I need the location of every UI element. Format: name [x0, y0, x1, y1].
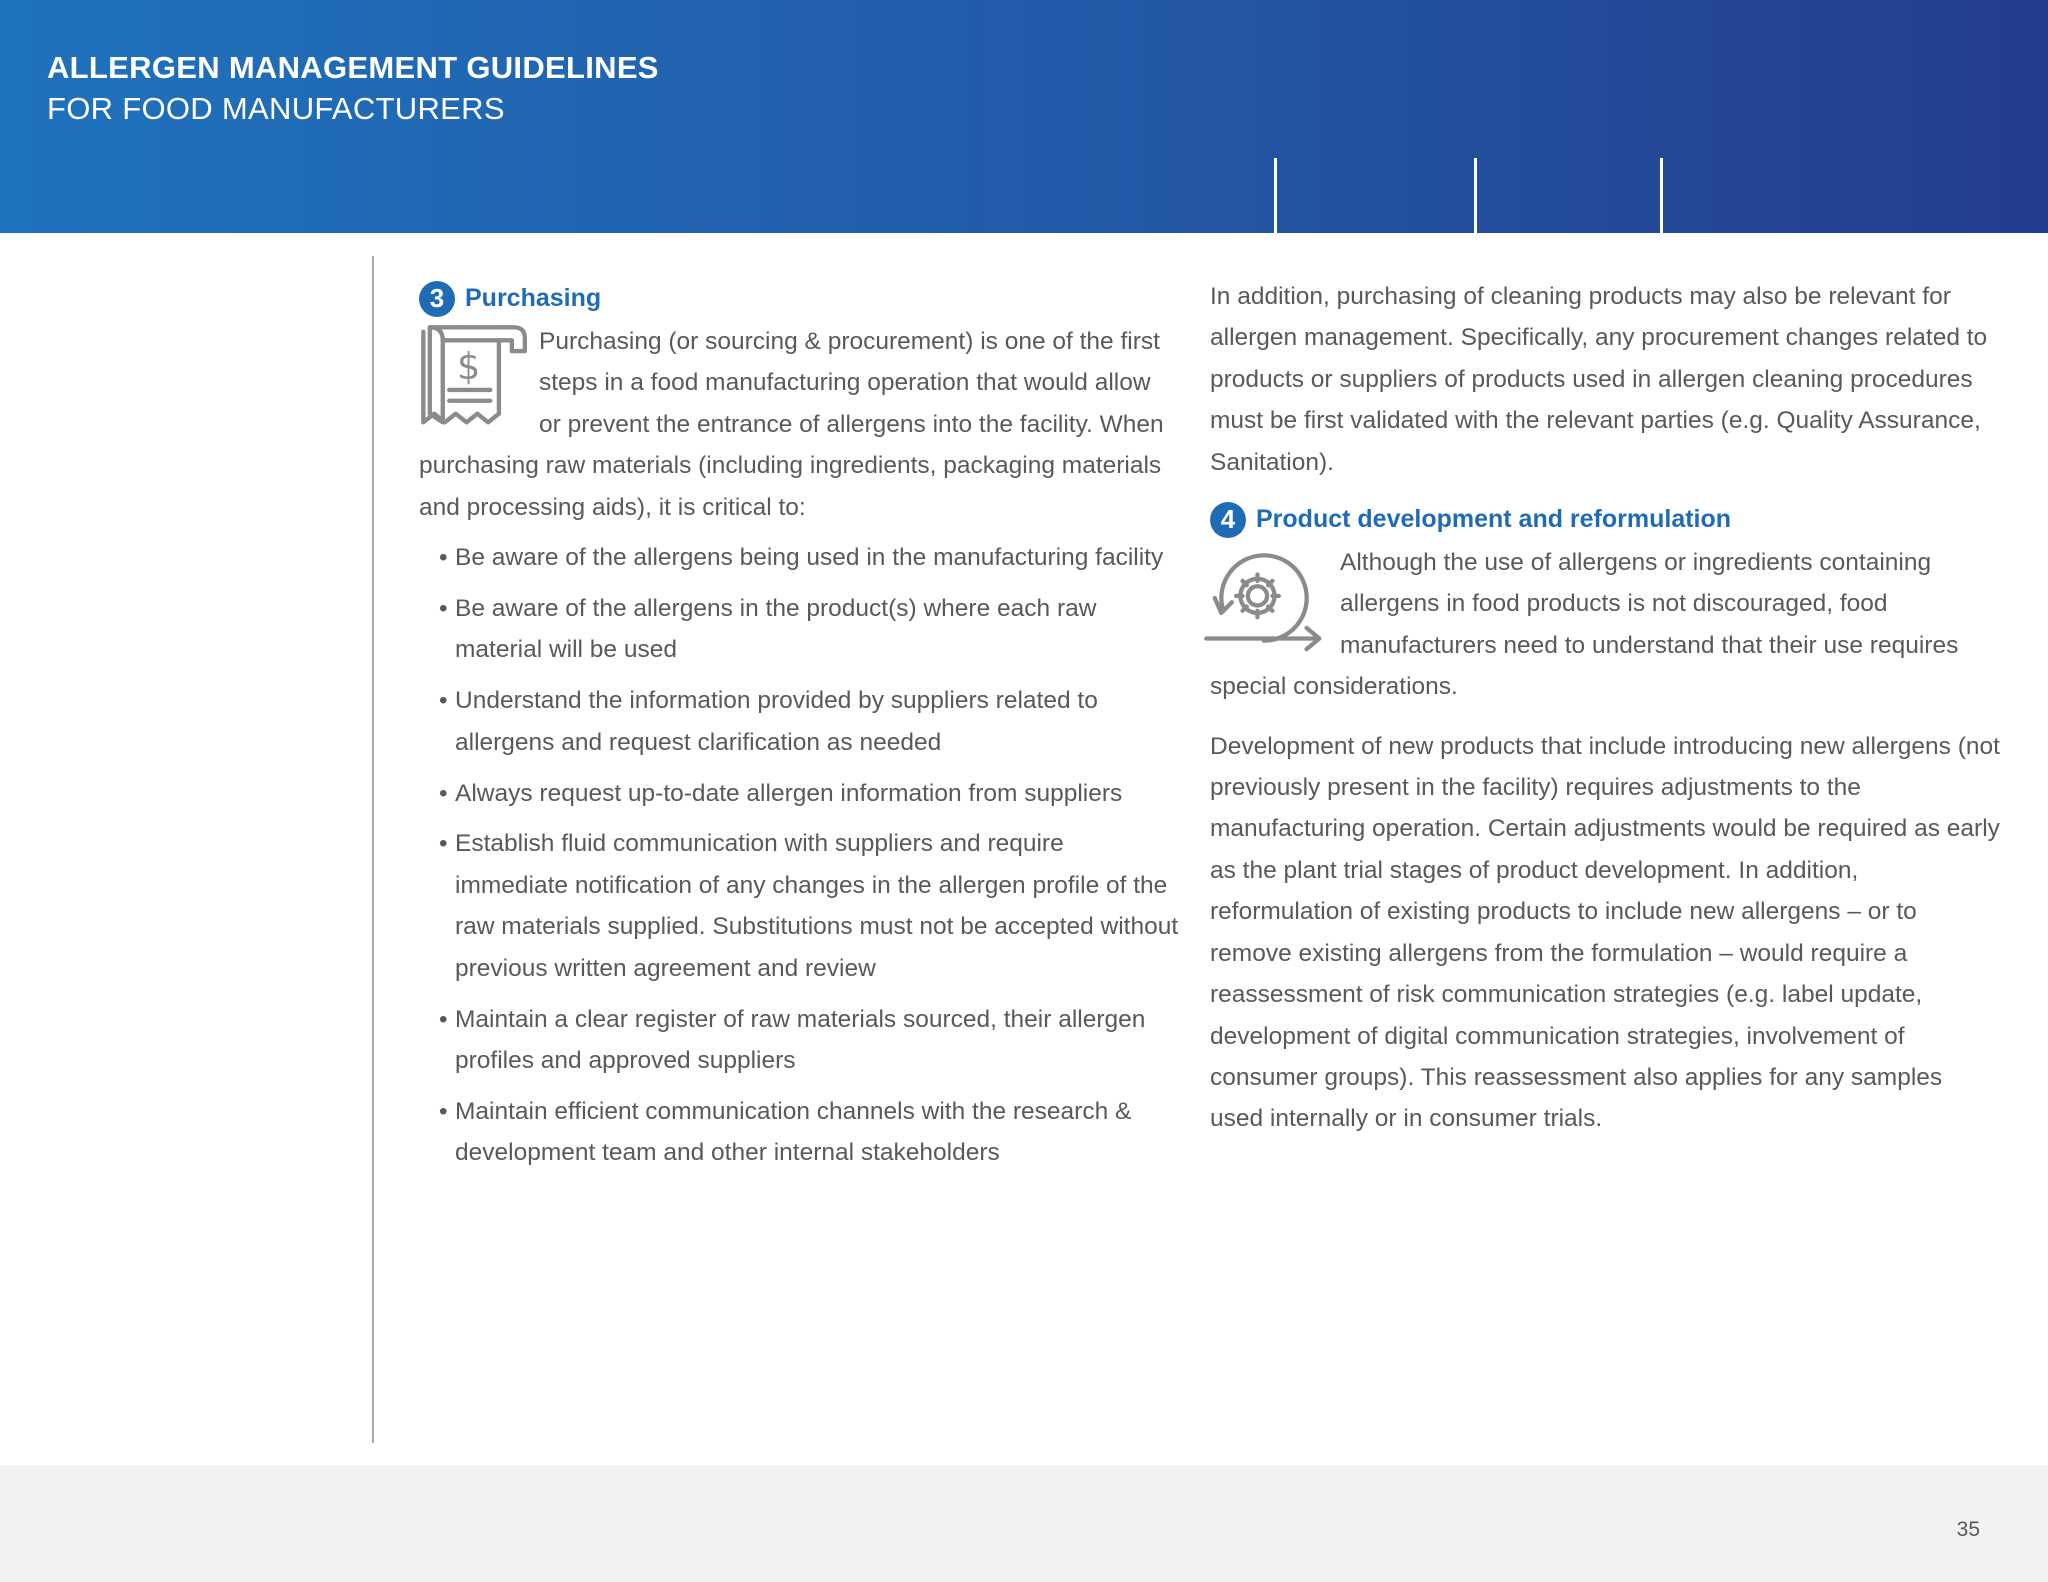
gear-cycle-icon [1202, 544, 1330, 652]
purchasing-bullet-list [419, 537, 1179, 1174]
section-title: Product development and reformulation [1256, 504, 1732, 533]
page-footer [0, 1465, 2048, 1582]
section-heading-product-development [1210, 497, 2000, 542]
header-divider [1660, 158, 1663, 233]
list-item: • Establish fluid communication with suppliers and require immediate notification of any changes in the allergen profile of the raw materials supplied. Substitutions must not be accepted without previous written agreement and review [419, 823, 1179, 989]
header-banner [0, 0, 2048, 233]
purchasing-intro-paragraph: $ Purchasing (or sourcing & procurement) is one of the first steps in a food manufacturing operation that would allow or prevent the entrance of allergens into the facility. When purchasing raw materials (including ingredients, packaging materials and processing aids), it is critical to: [419, 321, 1179, 528]
list-item: • Maintain efficient communication channels with the research & development team and other internal stakeholders [419, 1091, 1179, 1174]
list-item: • Be aware of the allergens in the product(s) where each raw material will be used [419, 588, 1179, 671]
left-column [419, 276, 1179, 1183]
left-margin-rule [372, 256, 374, 1443]
receipt-dollar-icon [419, 323, 527, 431]
document-title: ALLERGEN MANAGEMENT GUIDELINES [47, 50, 659, 85]
right-column [1210, 276, 2000, 1140]
header-divider [1274, 158, 1277, 233]
list-item: • Be aware of the allergens being used in the manufacturing facility [419, 537, 1179, 578]
product-development-body-paragraph: Development of new products that include introducing new allergens (not previously present in the facility) requires adjustments to the manufacturing operation. Certain adjustments would be required as early as the plant trial stages of product development. In addition, reformulation of existing products to include new allergens – or to remove existing allergens from the formulation – would require a reassessment of risk communication strategies (e.g. label update, development of digital communication strategies, involvement of consumer groups). This reassessment also applies for any samples used internally or in consumer trials. [1210, 732, 2000, 1133]
section-number-badge: 3 [419, 281, 455, 317]
section-title: Purchasing [465, 283, 602, 312]
product-development-intro-paragraph: Although the use of allergens or ingredients containing allergens in food products is not discouraged, food manufacturers need to understand that their use requires special considerations. [1210, 542, 2000, 708]
section-heading-purchasing [419, 276, 1179, 321]
page-number: 35 [1956, 1518, 1980, 1541]
list-item: • Maintain a clear register of raw materials sourced, their allergen profiles and approved suppliers [419, 999, 1179, 1082]
list-item: • Understand the information provided by suppliers related to allergens and request clarification as needed [419, 680, 1179, 763]
header-divider [1474, 158, 1477, 233]
section-number-badge: 4 [1210, 502, 1246, 538]
purchasing-continued-paragraph: In addition, purchasing of cleaning products may also be relevant for allergen management. Specifically, any procurement changes related to products or suppliers of products used in allergen cleaning procedures must be first validated with the relevant parties (e.g. Quality Assurance, Sanitation). [1210, 283, 1988, 476]
document-subtitle: FOR FOOD MANUFACTURERS [47, 91, 505, 126]
svg-text:$: $ [456, 345, 481, 389]
list-item: • Always request up-to-date allergen information from suppliers [419, 773, 1179, 814]
